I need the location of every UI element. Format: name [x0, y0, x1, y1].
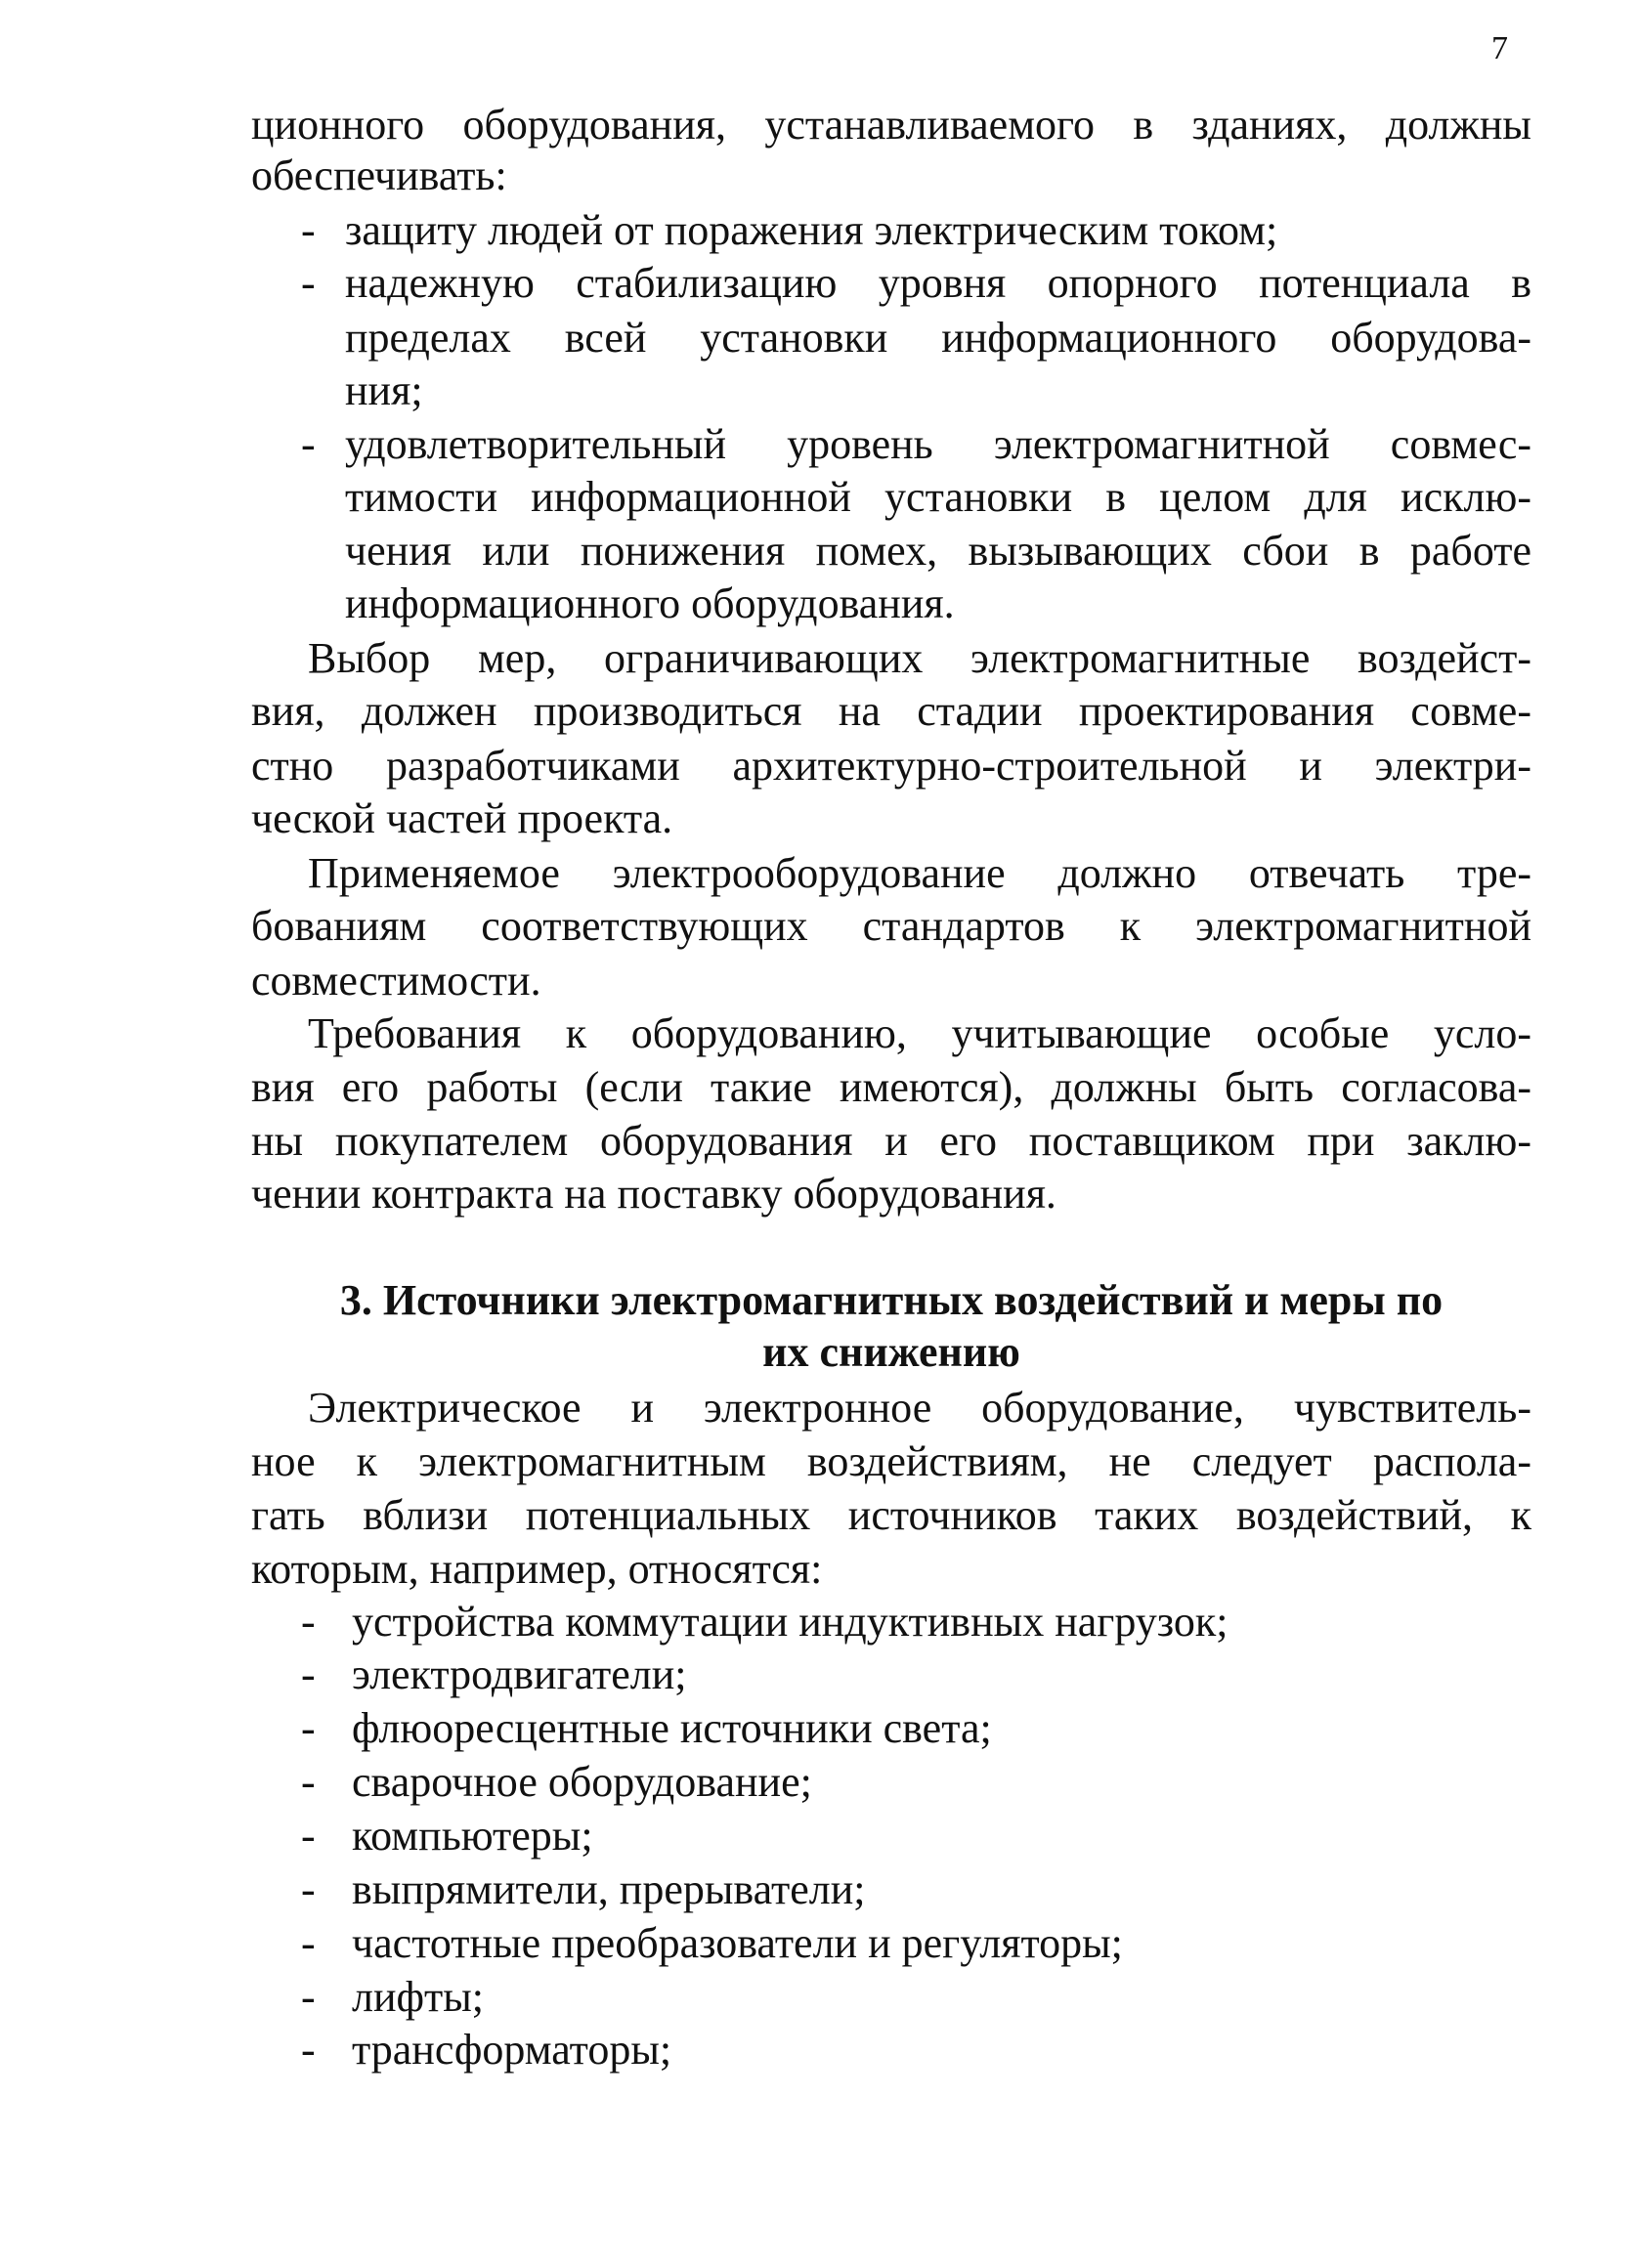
intro-line: ционного оборудования, устанавливаемого в зданиях, должны [251, 101, 1531, 149]
list-item: сварочное оборудование; [352, 1758, 812, 1806]
list-dash: - [301, 1919, 316, 1967]
paragraph-line: бованиям соответствующих стандартов к электромагнитной [251, 902, 1531, 950]
list-dash: - [301, 206, 316, 254]
list-item: информационного оборудования. [345, 579, 955, 627]
paragraph-line: ческой частей проекта. [251, 794, 673, 842]
list-dash: - [301, 420, 316, 468]
list-dash: - [301, 1598, 316, 1646]
paragraph-line: Электрическое и электронное оборудование, чувствитель- [308, 1384, 1531, 1432]
list-dash: - [301, 259, 316, 307]
list-item: пределах всей установки информационного оборудова- [345, 314, 1531, 362]
list-item: выпрямители, прерыватели; [352, 1865, 866, 1913]
list-dash: - [301, 1812, 316, 1860]
paragraph-line: гать вблизи потенциальных источников таких воздействий, к [251, 1491, 1531, 1539]
list-dash: - [301, 1973, 316, 2021]
intro-line: обеспечивать: [251, 151, 507, 199]
list-item: ния; [345, 366, 423, 414]
list-item: устройства коммутации индуктивных нагрузок; [352, 1598, 1228, 1646]
paragraph-line: совместимости. [251, 957, 541, 1005]
list-item: защиту людей от поражения электрическим током; [345, 206, 1278, 254]
section-heading: их снижению [762, 1328, 1020, 1376]
paragraph-line: ное к электромагнитным воздействиям, не следует распола- [251, 1437, 1531, 1485]
section-heading: 3. Источники электромагнитных воздействий и меры по [339, 1276, 1444, 1324]
list-dash: - [301, 1758, 316, 1806]
list-item: электродвигатели; [352, 1650, 687, 1698]
paragraph-line: вия его работы (если такие имеются), должны быть согласова- [251, 1063, 1531, 1111]
paragraph-line: Выбор мер, ограничивающих электромагнитные воздейст- [308, 634, 1531, 682]
list-item: компьютеры; [352, 1812, 593, 1860]
page-number: 7 [1491, 30, 1508, 66]
list-item: частотные преобразователи и регуляторы; [352, 1919, 1123, 1967]
list-dash: - [301, 1865, 316, 1913]
paragraph-line: вия, должен производиться на стадии проектирования совме- [251, 687, 1531, 735]
paragraph-line: стно разработчиками архитектурно-строительной и электри- [251, 742, 1531, 790]
paragraph-line: ны покупателем оборудования и его поставщиком при заклю- [251, 1117, 1531, 1165]
list-item: надежную стабилизацию уровня опорного потенциала в [345, 259, 1531, 307]
paragraph-line: чении контракта на поставку оборудования. [251, 1170, 1056, 1218]
paragraph-line: которым, например, относятся: [251, 1545, 823, 1593]
list-item: флюоресцентные источники света; [352, 1704, 992, 1752]
list-item: чения или понижения помех, вызывающих сбои в работе [345, 527, 1531, 575]
list-dash: - [301, 2026, 316, 2074]
paragraph-line: Требования к оборудованию, учитывающие особые усло- [308, 1009, 1531, 1057]
list-item: удовлетворительный уровень электромагнитной совмес- [345, 420, 1531, 468]
list-dash: - [301, 1704, 316, 1752]
list-item: тимости информационной установки в целом для исклю- [345, 473, 1531, 521]
paragraph-line: Применяемое электрооборудование должно отвечать тре- [308, 849, 1531, 897]
list-dash: - [301, 1650, 316, 1698]
list-item: трансформаторы; [352, 2026, 672, 2074]
list-item: лифты; [352, 1973, 485, 2021]
